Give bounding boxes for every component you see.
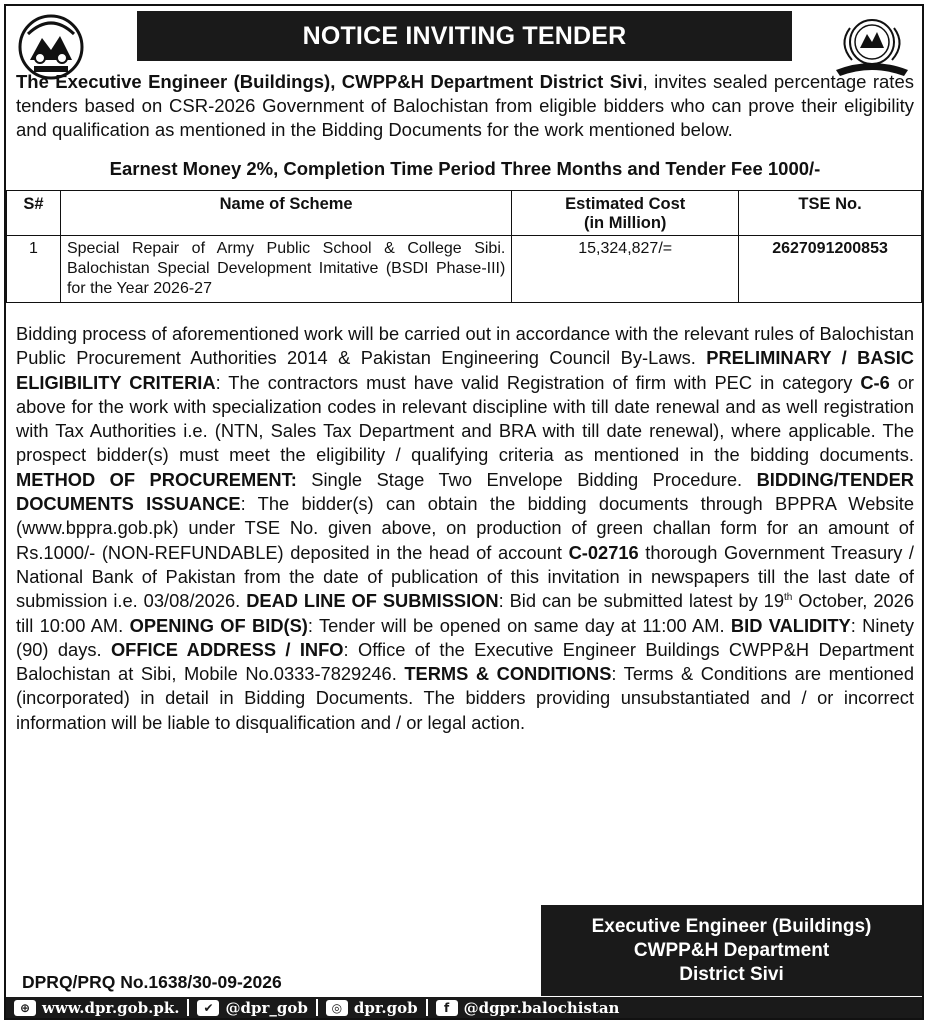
- signatory-department: CWPP&H Department: [633, 939, 830, 961]
- footer-facebook[interactable]: [428, 997, 628, 1018]
- text-deadline-time: October, 2026 till 10:00 AM.: [16, 590, 914, 636]
- footer-twitter[interactable]: [189, 997, 315, 1018]
- twitter-icon: ✔: [197, 1000, 219, 1016]
- tender-terms: Earnest Money 2%, Completion Time Period Three Months and Tender Fee 1000/-: [109, 158, 821, 179]
- facebook-icon: f: [436, 1000, 458, 1016]
- signature-block: [541, 905, 922, 996]
- text-bidding-process: Bidding process of aforementioned work will be carried out in accordance with the relevant rules of Balochistan Public Procurement Authorities 2014 & Pakistan Engineering Council By-Laws.: [16, 323, 914, 369]
- text-terms: : Terms & Conditions are mentioned (incorporated) in detail in Bidding Documents. The bidders providing unsubstantiated and / or incorrect information will be liable to disqualification and / or legal action.: [16, 663, 914, 733]
- text-eligibility-cont: or above for the work with specialization codes in relevant discipline with till date renewal and as well registration with Tax Authorities i.e. (NTN, Sales Tax Department and BRA with till date renewal), where applicable. The prospect bidder(s) must meet the eligibility / qualifying criteria as mentioned in the bidding documents.: [16, 371, 914, 466]
- heading-documents: BIDDING/TENDER DOCUMENTS ISSUANCE: [16, 468, 914, 515]
- twitter-handle: @dpr_gob: [225, 998, 308, 1017]
- intro-paragraph: [16, 70, 914, 142]
- facebook-handle: @dgpr.balochistan: [463, 998, 620, 1017]
- heading-office: OFFICE ADDRESS / INFO: [110, 638, 344, 660]
- text-office: : Office of the Executive Engineer Buildings CWPP&H Department Balochistan at Sibi, Mobile No.0333-7829246.: [16, 638, 914, 685]
- heading-eligibility: PRELIMINARY / BASIC ELIGIBILITY CRITERIA: [16, 347, 914, 393]
- signatory-title: Executive Engineer (Buildings): [591, 915, 872, 937]
- text-opening: : Tender will be opened on same day at 11:00 AM.: [307, 614, 731, 636]
- text-treasury: thorough Government Treasury / National Bank of Pakistan from the date of publication of this invitation in newspapers till the last date of submission i.e. 03/08/2026.: [16, 541, 914, 612]
- pec-category: C-6: [860, 371, 890, 393]
- scheme-table: [6, 190, 922, 303]
- cell-estimated-cost: 15,324,827/=: [512, 236, 739, 303]
- text-validity: : Ninety (90) days.: [16, 614, 914, 660]
- website-text: www.dpr.gob.pk.: [42, 998, 180, 1017]
- dprq-number: DPRQ/PRQ No.1638/30-09-2026: [22, 972, 282, 992]
- table-header-row: [7, 191, 922, 236]
- globe-icon: ⊕: [14, 1000, 36, 1016]
- cell-sn: 1: [7, 236, 61, 303]
- issuing-authority: The Executive Engineer (Buildings), CWPP&H Department District Sivi: [16, 71, 643, 92]
- heading-validity: BID VALIDITY: [730, 614, 851, 636]
- table-row: [7, 236, 922, 303]
- text-eligibility: : The contractors must have valid Registration of firm with PEC in category: [215, 371, 861, 393]
- cell-tse-number: 2627091200853: [739, 236, 922, 303]
- text-deadline: : Bid can be submitted latest by 19: [498, 590, 785, 612]
- text-documents: : The bidder(s) can obtain the bidding documents through BPPRA Website (www.bppra.gob.pk) under TSE No. given above, on production of green challan form for an amount of Rs.1000/- (NON-REFUNDABLE) deposited in the head of account: [16, 493, 914, 563]
- col-header-sn: S#: [7, 191, 61, 236]
- instagram-handle: dpr.gob: [353, 998, 418, 1017]
- text-method: Single Stage Two Envelope Bidding Procedure.: [296, 468, 757, 490]
- footer-instagram[interactable]: [318, 997, 426, 1018]
- col-header-tse: TSE No.: [739, 191, 922, 236]
- instagram-icon: ◎: [326, 1000, 348, 1016]
- col-header-name: Name of Scheme: [60, 191, 511, 236]
- page-title: NOTICE INVITING TENDER: [137, 11, 792, 61]
- heading-method: METHOD OF PROCUREMENT:: [16, 468, 297, 490]
- heading-opening: OPENING OF BID(S): [129, 614, 308, 636]
- heading-deadline: DEAD LINE OF SUBMISSION: [246, 590, 499, 612]
- heading-terms: TERMS & CONDITIONS: [404, 663, 612, 685]
- signatory-district: District Sivi: [679, 963, 784, 985]
- cell-scheme-name: Special Repair of Army Public School & College Sibi. Balochistan Special Development Imitative (BSDI Phase-III) for the Year 2026-27: [60, 236, 511, 303]
- footer-website[interactable]: [6, 997, 187, 1018]
- footer-bar: [6, 997, 922, 1018]
- account-head: C-02716: [568, 541, 639, 563]
- intro-text: , invites sealed percentage rates tenders based on CSR-2026 Government of Balochistan from eligible bidders who can prove their eligibility and qualification as mentioned in the Bidding Documents for the work mentioned below.: [16, 71, 914, 140]
- col-header-cost: Estimated Cost (in Million): [512, 191, 739, 236]
- tender-details: [16, 322, 914, 735]
- date-suffix: th: [784, 592, 793, 604]
